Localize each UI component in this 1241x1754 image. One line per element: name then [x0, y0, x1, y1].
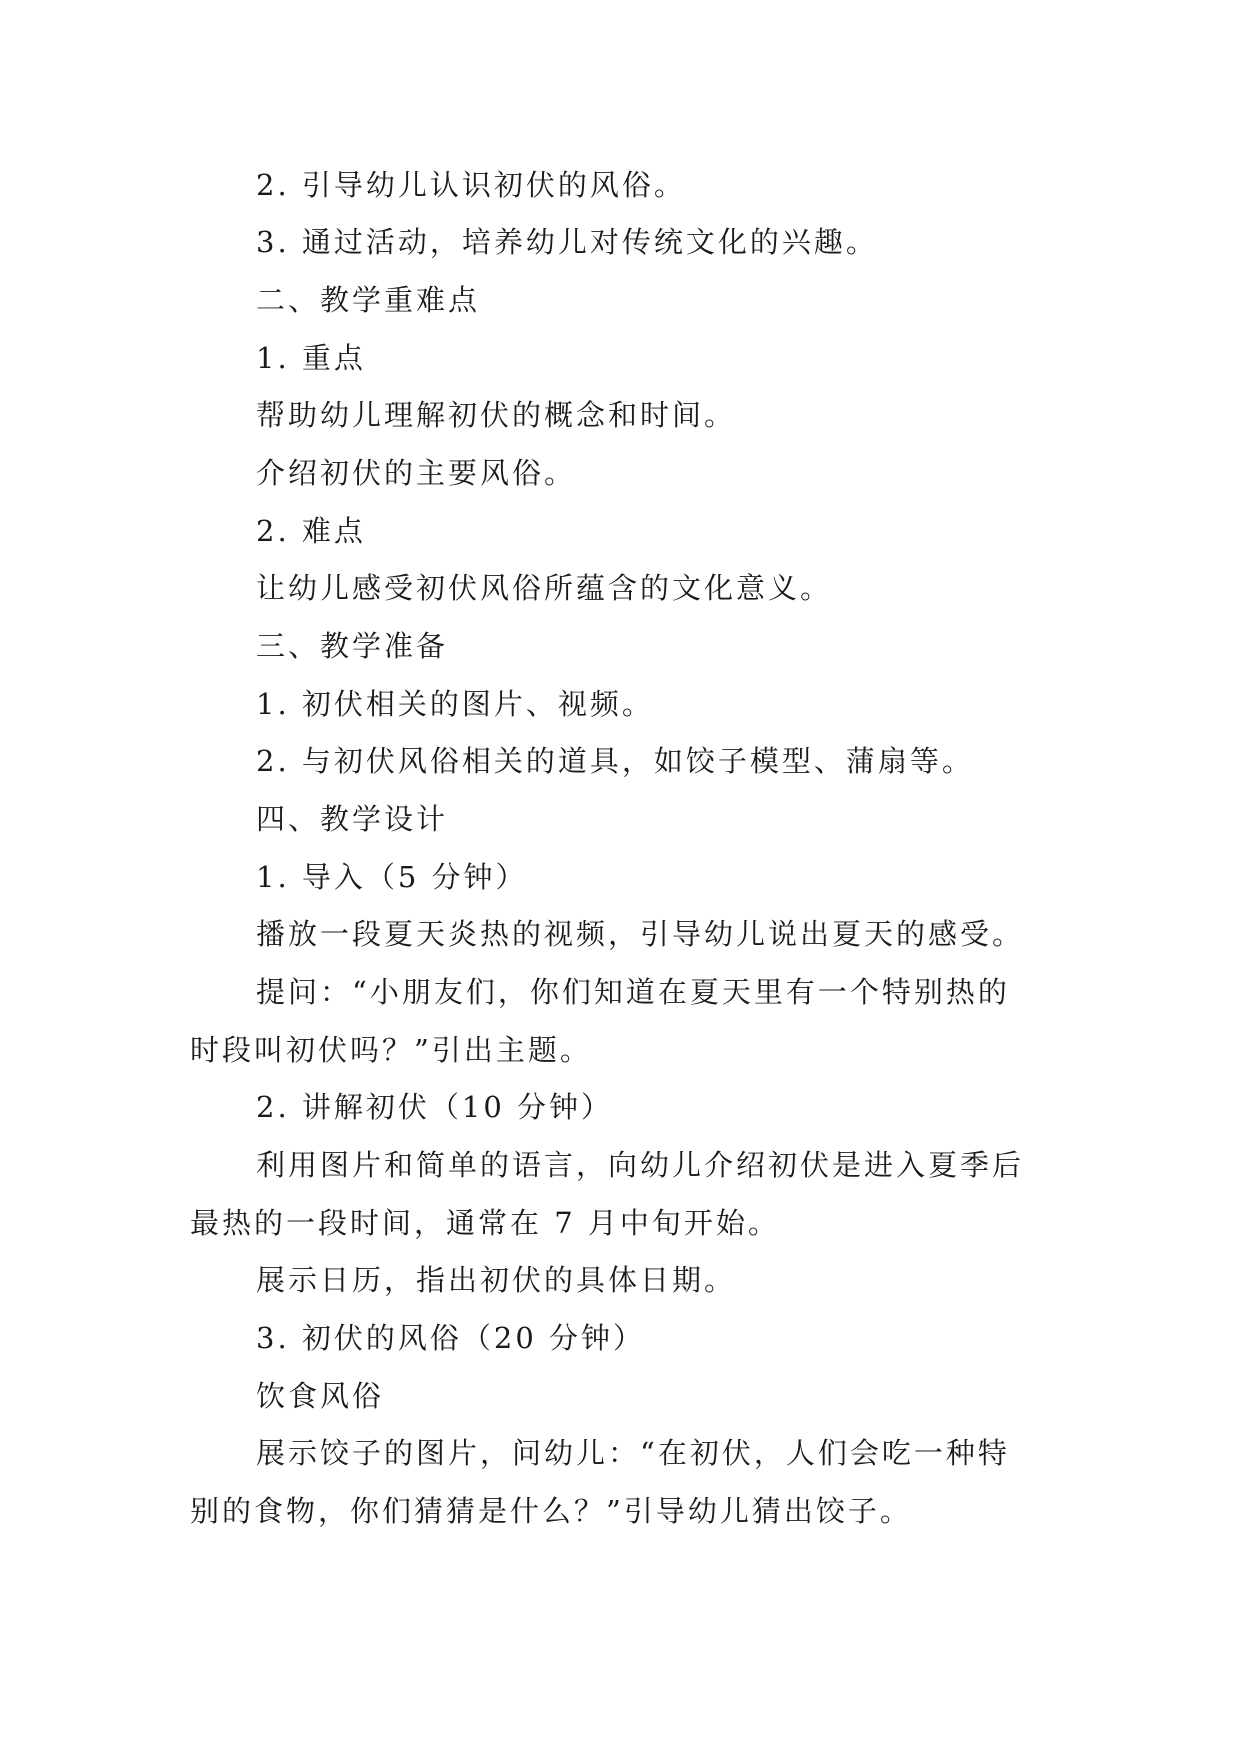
- subheading-difficulty: 2. 难点: [256, 514, 366, 548]
- subheading-focus: 1. 重点: [256, 341, 366, 375]
- paragraph: 介绍初伏的主要风俗。: [256, 456, 577, 490]
- subheading-customs: 3. 初伏的风俗（20 分钟）: [256, 1321, 646, 1355]
- paragraph: 帮助幼儿理解初伏的概念和时间。: [256, 398, 737, 432]
- objective-item-2: 2. 引导幼儿认识初伏的风俗。: [256, 168, 686, 202]
- section-heading-key-points: 二、教学重难点: [256, 283, 481, 317]
- list-item: 1. 初伏相关的图片、视频。: [256, 687, 654, 721]
- subheading-intro: 1. 导入（5 分钟）: [256, 860, 528, 894]
- paragraph: 展示饺子的图片，问幼儿：“在初伏，人们会吃一种特: [256, 1436, 1010, 1470]
- paragraph: 让幼儿感受初伏风俗所蕴含的文化意义。: [256, 571, 833, 605]
- list-item: 2. 与初伏风俗相关的道具，如饺子模型、蒲扇等。: [256, 744, 974, 778]
- section-heading-preparation: 三、教学准备: [256, 629, 449, 663]
- section-heading-design: 四、教学设计: [256, 802, 449, 836]
- paragraph: 利用图片和简单的语言，向幼儿介绍初伏是进入夏季后: [256, 1148, 1025, 1182]
- paragraph: 展示日历，指出初伏的具体日期。: [256, 1263, 737, 1297]
- paragraph-continuation: 最热的一段时间，通常在 7 月中旬开始。: [190, 1206, 780, 1240]
- paragraph-continuation: 时段叫初伏吗？”引出主题。: [190, 1033, 592, 1067]
- subheading-explain: 2. 讲解初伏（10 分钟）: [256, 1090, 614, 1124]
- paragraph: 饮食风俗: [256, 1379, 385, 1413]
- paragraph-continuation: 别的食物，你们猜猜是什么？”引导幼儿猜出饺子。: [190, 1494, 912, 1528]
- paragraph: 播放一段夏天炎热的视频，引导幼儿说出夏天的感受。: [256, 917, 1025, 951]
- objective-item-3: 3. 通过活动，培养幼儿对传统文化的兴趣。: [256, 225, 878, 259]
- paragraph: 提问：“小朋友们，你们知道在夏天里有一个特别热的: [256, 975, 1010, 1009]
